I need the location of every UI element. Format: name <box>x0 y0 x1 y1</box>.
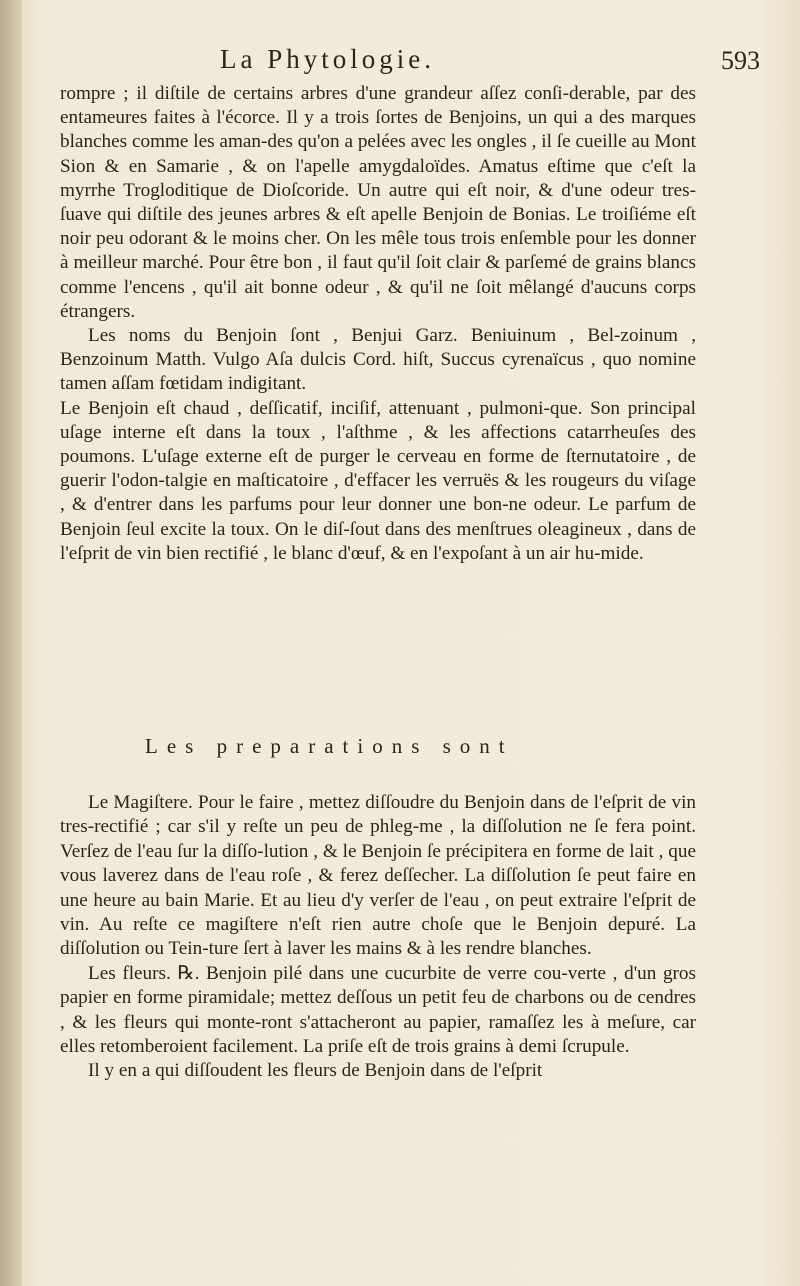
page-gutter <box>0 0 22 1286</box>
paragraph-benjoin-names: Les noms du Benjoin ſont , Benjui Garz. Beniuinum , Bel-zoinum , Benzoinum Matth. Vulgo Aſa dulcis Cord. hiſt, Succus cyrenaïcus , quo nomine tamen aſſam fœtidam indigitant. <box>60 325 696 395</box>
paragraph-dissolution: Il y en a qui diſſoudent les fleurs de Benjoin dans de l'eſprit <box>88 1060 543 1082</box>
main-text <box>60 82 696 566</box>
paragraph-benjoin-types: rompre ; il diſtile de certains arbres d'une grandeur aſſez conſi-derable, par des entameures faites à l'écorce. Il y a trois ſortes de Benjoins, un qui a des marques blanches comme les aman-des qu'on a pelées avec les ongles , il ſe cueille au Mont Sion & en Samarie , & on l'apelle amygdaloïdes. Amatus eſtime que c'eſt la myrrhe Trogloditique de Dioſcoride. Un autre qui eſt noir, & d'une odeur tres-ſuave qui diſtile des jeunes arbres & eſt apelle Benjoin de Bonias. Le troiſiéme eſt noir peu odorant & le moins cher. On les mêle tous trois enſemble pour les donner à meilleur marché. Pour être bon , il faut qu'il ſoit clair & parſemé de grains blancs comme l'encens , qu'il ait bonne odeur , & qu'il ne ſoit mêlangé d'aucuns corps étrangers. <box>60 83 696 322</box>
page-header <box>60 44 760 84</box>
section-title: Les preparations sont <box>145 734 514 758</box>
paragraph-fleurs: Les fleurs. ℞. Benjoin pilé dans une cucurbite de verre cou-verte , d'un gros papier en forme piramidale; mettez deſſous un petit feu de charbons ou de cendres , & les fleurs qui monte-ront s'attacheront au papier, ramaſſez les à meſure, car elles retomberoient facilement. La priſe eſt de trois grains à demi ſcrupule. <box>60 962 696 1058</box>
page-number: 593 <box>721 46 760 75</box>
running-title: La Phytologie. <box>220 44 435 74</box>
preparations-text <box>60 791 696 1084</box>
paragraph-magistere: Le Magiſtere. Pour le faire , mettez diſſoudre du Benjoin dans de l'eſprit de vin tres-rectifié ; car s'il y reſte un peu de phleg-me , la diſſolution ne ſe fera point. Verſez de l'eau ſur la diſſo-lution , & le Benjoin ſe précipitera en forme de lait , que vous laverez dans de l'eau roſe , & ferez deſſecher. La diſſolution ſe peut faire en une heure au bain Marie. Et au lieu d'y verſer de l'eau , on peut extraire l'eſprit de vin. Au reſte ce magiſtere n'eſt rien autre choſe que le Benjoin depuré. La diſſolution ou Tein-ture ſert à laver les mains & à les rendre blanches. <box>60 792 696 960</box>
paragraph-benjoin-uses: Le Benjoin eſt chaud , deſſicatif, inciſif, attenuant , pulmoni-que. Son principal uſage interne eſt dans la toux , l'aſthme , & les affections catarrheuſes des poumons. L'uſage externe eſt de purger le cerveau en forme de ſternutatoire , de guerir l'odon-talgie en maſticatoire , d'effacer les verruës & les rougeurs du viſage , & d'entrer dans les parfums pour leur donner une bon-ne odeur. Le parfum de Benjoin ſeul excite la toux. On le diſ-ſout dans des menſtrues oleagineux , dans de l'eſprit de vin bien rectifié , le blanc d'œuf, & en l'expoſant à un air hu-mide. <box>60 397 696 564</box>
